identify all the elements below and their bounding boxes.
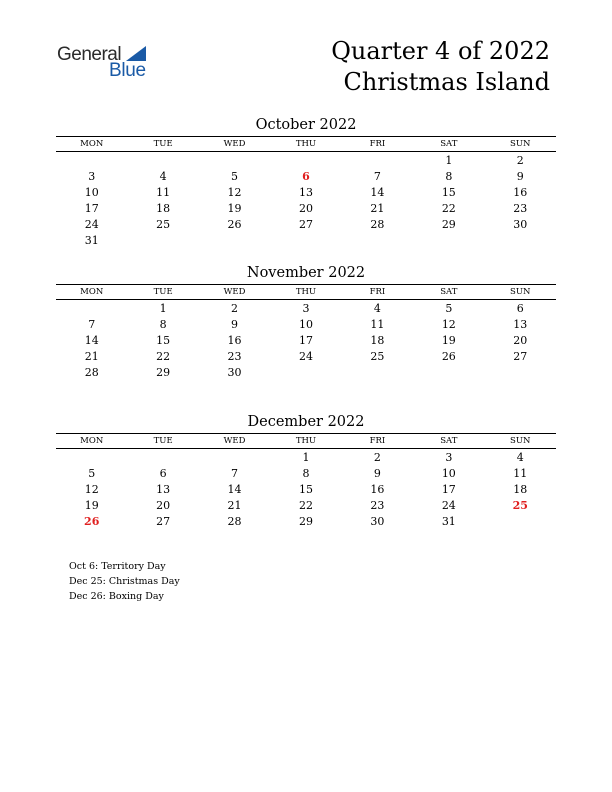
- date-cell: [413, 233, 484, 249]
- date-cell: 24: [441, 499, 456, 512]
- date-cell: 1: [159, 302, 167, 315]
- week-row: [56, 185, 556, 201]
- weekday-header: SUN: [510, 436, 531, 446]
- weekday-header: MON: [80, 436, 104, 446]
- date-cell: [199, 233, 270, 249]
- date-cell: 24: [84, 218, 99, 231]
- date-cell: [270, 153, 341, 169]
- date-cell: 2: [231, 302, 239, 315]
- date-cell: 8: [159, 318, 167, 331]
- date-cell: 30: [370, 515, 385, 528]
- holiday-date: 6: [302, 170, 310, 183]
- date-cell: 27: [513, 350, 528, 363]
- date-cell: [127, 450, 198, 466]
- date-cell: 5: [88, 467, 96, 480]
- date-cell: 17: [84, 202, 99, 215]
- month-title: December 2022: [247, 414, 365, 430]
- date-cell: 18: [370, 334, 385, 347]
- weekday-header: TUE: [153, 287, 173, 297]
- weekday-header: WED: [223, 436, 246, 446]
- date-cell: 1: [445, 154, 453, 167]
- date-cell: [270, 365, 341, 381]
- date-cell: 13: [513, 318, 528, 331]
- date-cell: [413, 365, 484, 381]
- weekday-header-row: [56, 433, 556, 449]
- date-cell: 27: [156, 515, 171, 528]
- date-cell: 11: [370, 318, 385, 331]
- week-row: [56, 514, 556, 530]
- date-cell: 10: [441, 467, 456, 480]
- date-cell: 15: [441, 186, 456, 199]
- date-cell: 23: [513, 202, 528, 215]
- weekday-header: THU: [295, 287, 317, 297]
- date-cell: 26: [441, 350, 456, 363]
- date-cell: 11: [156, 186, 171, 199]
- date-cell: 16: [227, 334, 242, 347]
- date-cell: 13: [298, 186, 313, 199]
- date-cell: 4: [159, 170, 167, 183]
- date-cell: 21: [84, 350, 99, 363]
- date-cell: 12: [84, 483, 99, 496]
- date-cell: [56, 301, 127, 317]
- date-cell: 13: [156, 483, 171, 496]
- date-cell: 6: [516, 302, 524, 315]
- holiday-date: 26: [84, 515, 100, 528]
- date-cell: 11: [513, 467, 528, 480]
- date-cell: 15: [156, 334, 171, 347]
- date-cell: [342, 233, 413, 249]
- weekday-header: TUE: [153, 436, 173, 446]
- week-row: [56, 349, 556, 365]
- date-cell: 2: [516, 154, 524, 167]
- date-cell: 9: [516, 170, 524, 183]
- date-cell: 1: [302, 451, 310, 464]
- date-cell: 20: [513, 334, 528, 347]
- date-cell: 7: [373, 170, 381, 183]
- date-cell: [270, 233, 341, 249]
- date-cell: 5: [231, 170, 239, 183]
- date-cell: [199, 450, 270, 466]
- weekday-header: SAT: [440, 139, 458, 149]
- date-cell: 31: [441, 515, 456, 528]
- week-row: [56, 153, 556, 169]
- date-cell: 20: [298, 202, 313, 215]
- logo-general-text: General: [57, 44, 122, 65]
- weekday-header: SAT: [440, 287, 458, 297]
- date-cell: 3: [302, 302, 310, 315]
- week-row: [56, 233, 556, 249]
- logo-blue-text: Blue: [109, 60, 146, 81]
- date-cell: [342, 153, 413, 169]
- holiday-date: 25: [512, 499, 528, 512]
- date-cell: 26: [227, 218, 242, 231]
- holiday-note: Oct 6: Territory Day: [69, 561, 166, 572]
- week-row: [56, 466, 556, 482]
- date-cell: [342, 365, 413, 381]
- weekday-header: WED: [223, 139, 246, 149]
- weekday-header: MON: [80, 287, 104, 297]
- date-cell: 8: [445, 170, 453, 183]
- date-cell: 8: [302, 467, 310, 480]
- date-cell: 12: [441, 318, 456, 331]
- week-row: [56, 217, 556, 233]
- date-cell: 29: [298, 515, 313, 528]
- date-cell: 19: [441, 334, 456, 347]
- date-cell: 22: [298, 499, 313, 512]
- date-cell: 25: [370, 350, 385, 363]
- weekday-header: THU: [295, 436, 317, 446]
- week-row: [56, 498, 556, 514]
- date-cell: 3: [88, 170, 96, 183]
- date-cell: 10: [298, 318, 313, 331]
- date-cell: 6: [159, 467, 167, 480]
- week-row: [56, 201, 556, 217]
- date-cell: 19: [227, 202, 242, 215]
- date-cell: 3: [445, 451, 453, 464]
- date-cell: 17: [441, 483, 456, 496]
- date-cell: 2: [373, 451, 381, 464]
- date-cell: 15: [298, 483, 313, 496]
- weekday-header: THU: [295, 139, 317, 149]
- date-cell: [485, 365, 556, 381]
- date-cell: 24: [298, 350, 313, 363]
- week-row: [56, 333, 556, 349]
- date-cell: 16: [370, 483, 385, 496]
- page-title: [331, 36, 550, 98]
- date-cell: 28: [370, 218, 385, 231]
- logo-flag-icon: [126, 46, 146, 61]
- date-cell: 9: [231, 318, 239, 331]
- holiday-note: Dec 26: Boxing Day: [69, 591, 164, 602]
- title-quarter: Quarter 4 of 2022: [331, 37, 550, 65]
- holiday-notes: [69, 559, 180, 604]
- date-cell: 20: [156, 499, 171, 512]
- month-december: [56, 412, 556, 530]
- date-cell: 18: [156, 202, 171, 215]
- date-cell: 9: [373, 467, 381, 480]
- date-cell: 19: [84, 499, 99, 512]
- date-cell: [56, 450, 127, 466]
- date-cell: 14: [84, 334, 99, 347]
- weekday-header: SUN: [510, 139, 531, 149]
- date-cell: 4: [516, 451, 524, 464]
- date-cell: [199, 153, 270, 169]
- logo: [57, 44, 157, 84]
- date-cell: 22: [441, 202, 456, 215]
- date-cell: 21: [370, 202, 385, 215]
- date-cell: [127, 153, 198, 169]
- holiday-note: Dec 25: Christmas Day: [69, 576, 180, 587]
- title-country: Christmas Island: [343, 68, 550, 96]
- weekday-header: FRI: [369, 287, 386, 297]
- weekday-header: FRI: [369, 436, 386, 446]
- date-cell: 5: [445, 302, 453, 315]
- date-cell: 28: [227, 515, 242, 528]
- date-cell: [56, 153, 127, 169]
- date-cell: [127, 233, 198, 249]
- month-november: [56, 263, 556, 381]
- month-title: November 2022: [246, 265, 366, 281]
- date-cell: 7: [231, 467, 239, 480]
- weekday-header-row: [56, 284, 556, 300]
- month-title: October 2022: [255, 117, 357, 133]
- date-cell: 27: [298, 218, 313, 231]
- date-cell: 30: [227, 366, 242, 379]
- weekday-header: TUE: [153, 139, 173, 149]
- month-october: [56, 115, 556, 249]
- week-row: [56, 365, 556, 381]
- date-cell: 30: [513, 218, 528, 231]
- weekday-header: SUN: [510, 287, 531, 297]
- date-cell: 14: [227, 483, 242, 496]
- date-cell: 25: [156, 218, 171, 231]
- week-row: [56, 169, 556, 185]
- date-cell: 29: [156, 366, 171, 379]
- date-cell: 4: [373, 302, 381, 315]
- date-cell: 12: [227, 186, 242, 199]
- date-cell: 16: [513, 186, 528, 199]
- weekday-header: SAT: [440, 436, 458, 446]
- weekday-header: WED: [223, 287, 246, 297]
- date-cell: 18: [513, 483, 528, 496]
- date-cell: 7: [88, 318, 96, 331]
- date-cell: 23: [370, 499, 385, 512]
- week-row: [56, 450, 556, 466]
- date-cell: [485, 233, 556, 249]
- date-cell: 28: [84, 366, 99, 379]
- date-cell: [485, 514, 556, 530]
- date-cell: 21: [227, 499, 242, 512]
- date-cell: 17: [298, 334, 313, 347]
- week-row: [56, 301, 556, 317]
- weekday-header-row: [56, 136, 556, 152]
- date-cell: 29: [441, 218, 456, 231]
- week-row: [56, 482, 556, 498]
- weekday-header: MON: [80, 139, 104, 149]
- date-cell: 14: [370, 186, 385, 199]
- weekday-header: FRI: [369, 139, 386, 149]
- date-cell: 23: [227, 350, 242, 363]
- week-row: [56, 317, 556, 333]
- date-cell: 10: [84, 186, 99, 199]
- date-cell: 31: [84, 234, 99, 247]
- date-cell: 22: [156, 350, 171, 363]
